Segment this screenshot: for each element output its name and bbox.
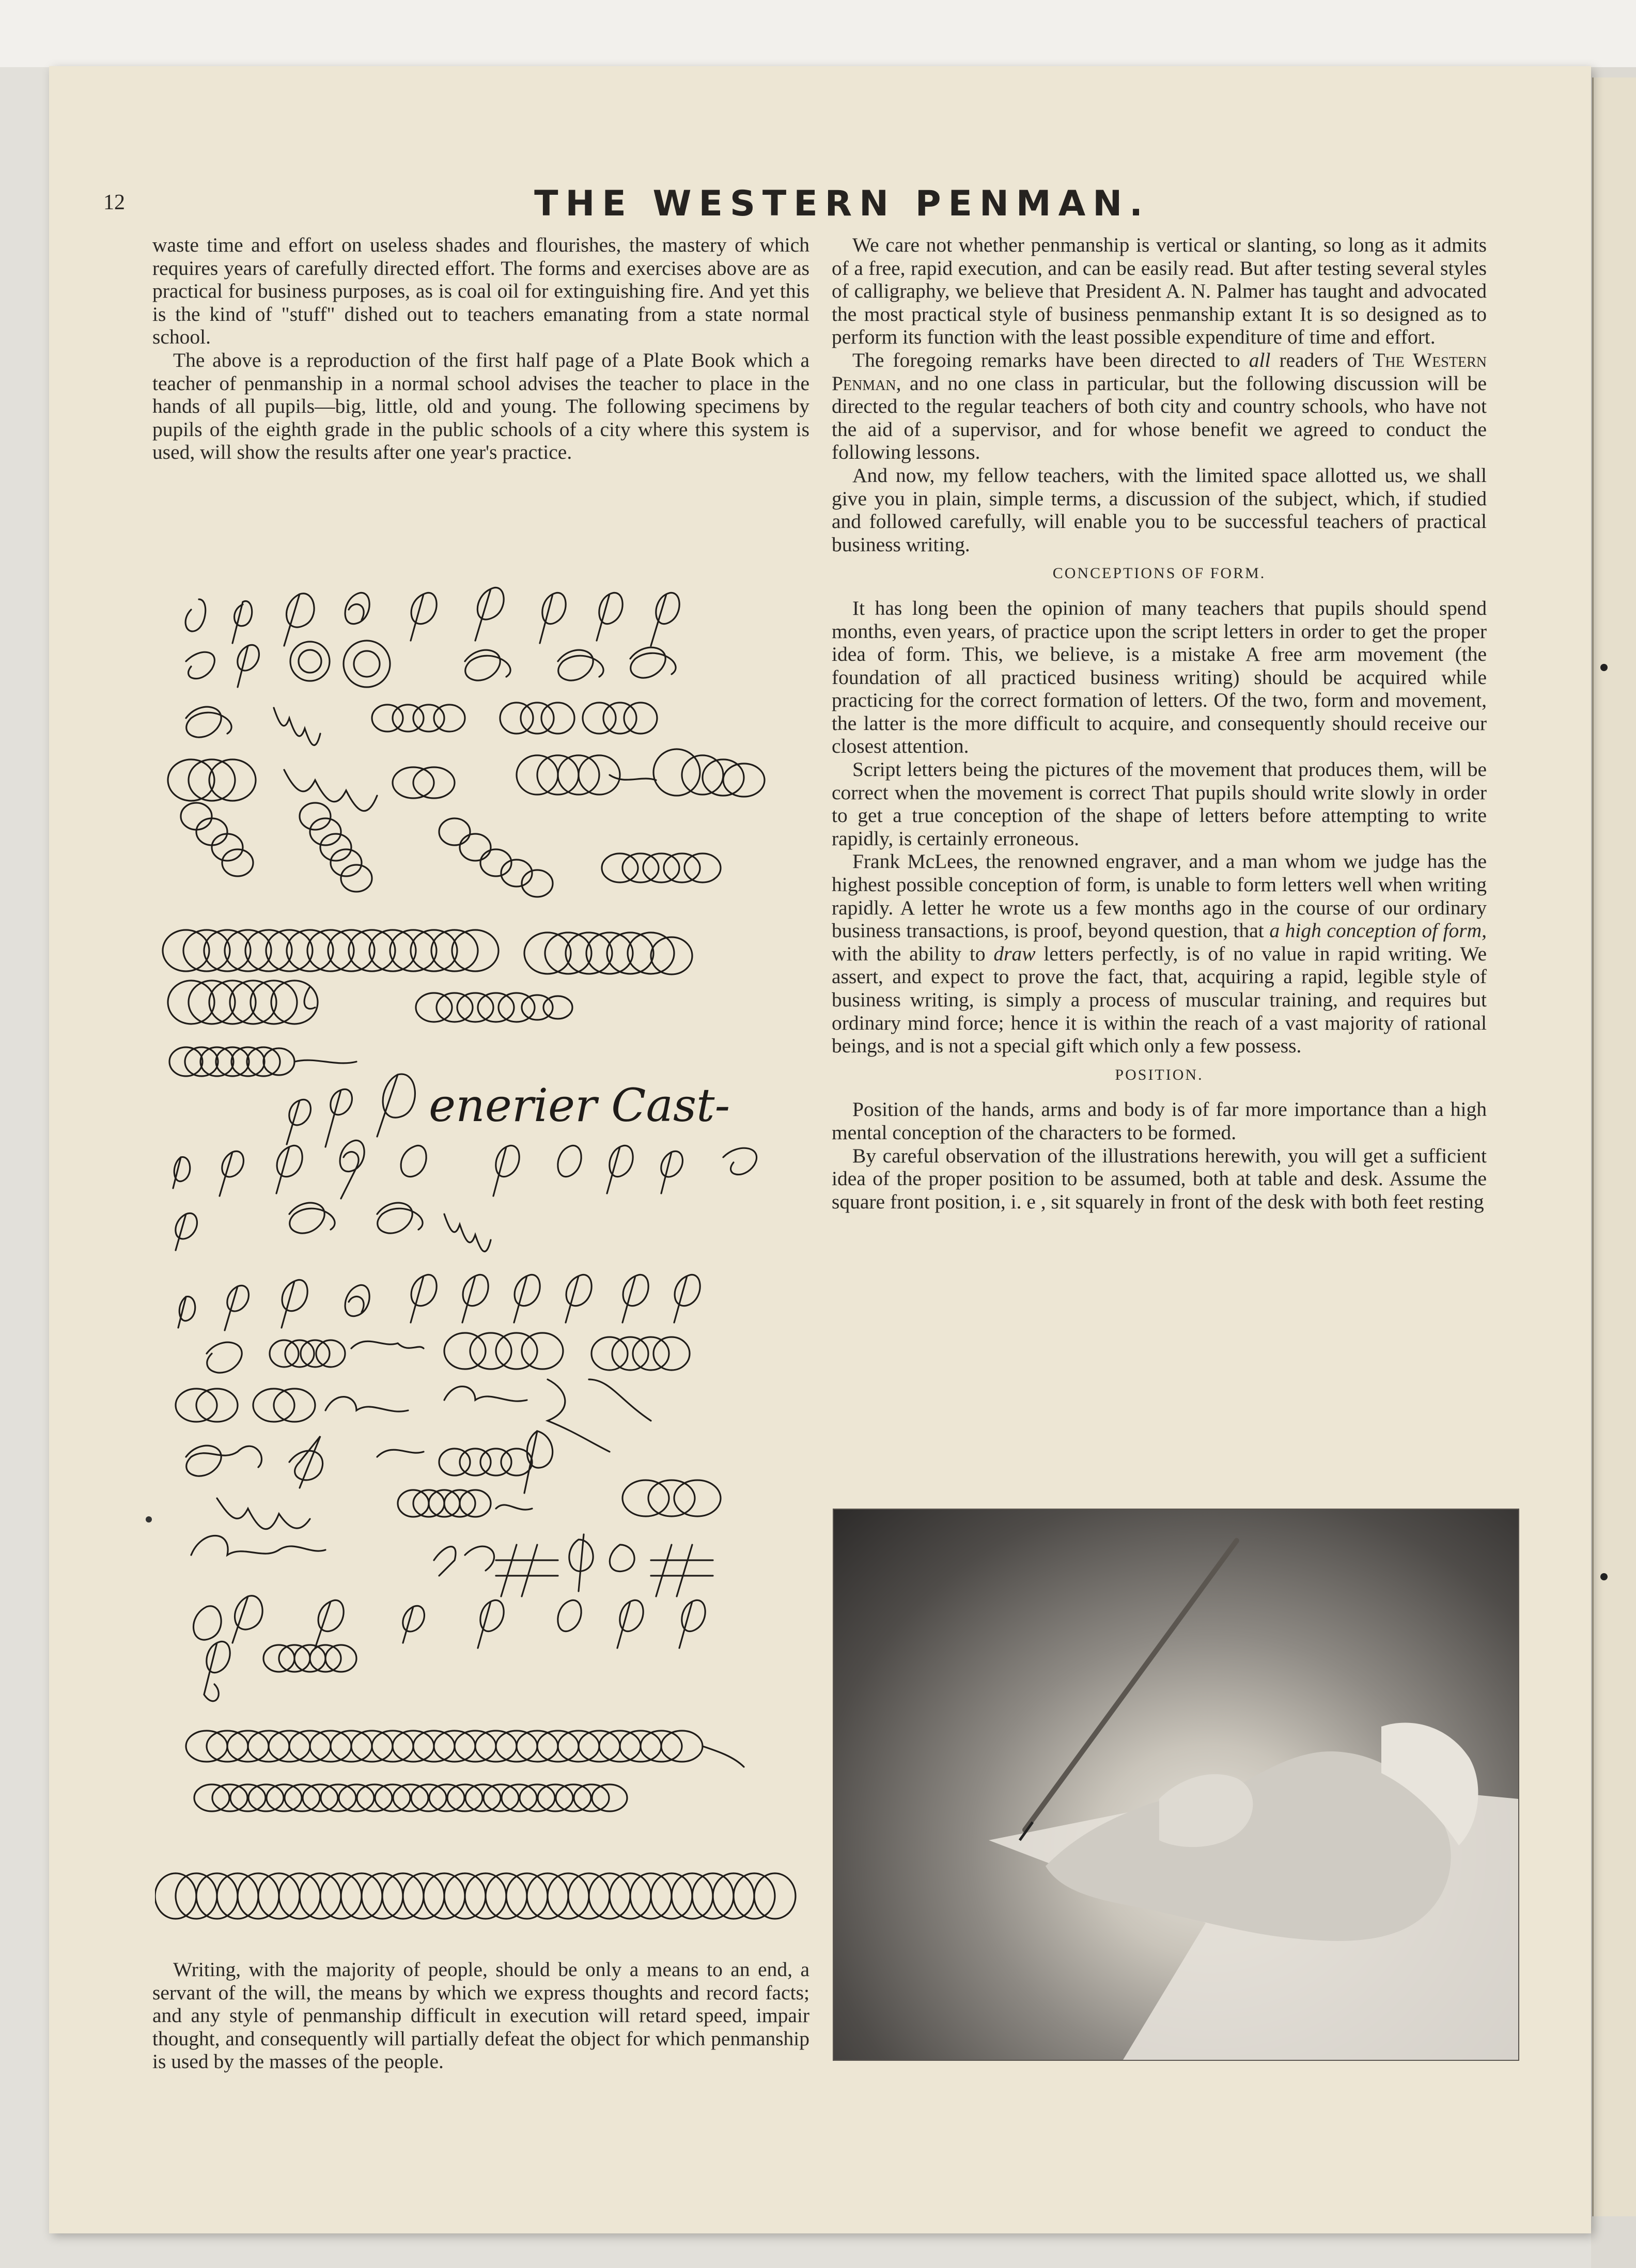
script-stroke — [168, 981, 572, 1024]
magazine-name: The Western Penman, — [832, 348, 1487, 395]
script-stroke — [186, 1731, 744, 1767]
script-stroke — [155, 1873, 796, 1919]
ink-speck — [146, 1516, 152, 1523]
paragraph: Script letters being the pictures of the movement that produces them, will be correct when the movement is correct That pupils should write slowly in order to get a true conception of the shape of letters before attempting to write rapidly, is certainly erroneous. — [832, 758, 1487, 850]
script-stroke — [163, 930, 692, 974]
script-stroke — [372, 705, 465, 732]
script-stroke — [287, 1074, 415, 1147]
text-run: letters perfectly, is of no value in rapid writing. We assert, and expect to prove the fact, that, acquiring a rapid, legible style of business writing, is simply a process of muscular training, and requires but ordinary mind force; hence it is within the reach of a vast majority of rational beings, and is not a special gift which only a few possess. — [832, 942, 1487, 1058]
text-run: with the ability to — [832, 942, 986, 965]
hand-shape — [1046, 1751, 1451, 1941]
script-stroke — [194, 1784, 627, 1811]
section-heading: POSITION. — [1115, 1066, 1204, 1083]
script-stroke — [540, 593, 566, 643]
script-stroke — [178, 1275, 700, 1330]
paragraph: Position of the hands, arms and body is of far more importance than a high mental conception of the characters to be formed. — [832, 1098, 1487, 1144]
script-stroke — [500, 703, 657, 734]
adjacent-page-edge — [1592, 77, 1636, 2216]
handwriting-specimen-image — [155, 573, 816, 1932]
paragraph: The above is a reproduction of the first half page of a Plate Book which a teacher of penmanship in a normal school advises the teacher to place in the hands of all pupils—big, little, old and young. The following specimens by pupils of the eighth grade in the public schools of a city where this system is used, will show the results after one year's practice. — [152, 348, 809, 464]
script-stroke — [232, 601, 252, 643]
paragraph: It has long been the opinion of many teachers that pupils should spend months, even years, of practice upon the script letters in order to get the proper idea of form. This, we believe, is a mistake A free arm movement (the foundation of all practiced business writing) should be acquired while practicing for the correct formation of letters. Of the two, form and movement, the latter is the more difficult to acquire, and consequently should receive our closest attention. — [832, 596, 1487, 758]
paragraph: We care not whether penmanship is vertical or slanting, so long as it admits of a free, rapid execution, and can be easily read. But after testing several styles of calligraphy, we believe that President A. N. Palmer has taught and advocated the most practical style of business penmanship extant It is so designed as to perform its function with the least possible expenditure of time and effort. — [832, 234, 1487, 349]
script-stroke — [238, 645, 259, 687]
script-stroke — [191, 1534, 713, 1596]
script-stroke — [411, 593, 437, 641]
script-stroke — [169, 1047, 356, 1076]
binding-hole — [1600, 664, 1608, 671]
script-stroke — [168, 749, 765, 811]
scan-background-top — [0, 0, 1636, 67]
section-heading: CONCEPTIONS OF FORM. — [1052, 565, 1266, 582]
script-stroke — [299, 650, 321, 673]
script-stroke — [186, 652, 214, 678]
script-stroke — [186, 707, 231, 737]
hand-holding-pen-photo — [833, 1509, 1519, 2061]
script-stroke — [630, 647, 676, 678]
text-run: readers of — [1279, 348, 1364, 371]
paragraph — [832, 349, 1487, 464]
script-stroke — [194, 1596, 706, 1648]
script-stroke — [176, 1203, 491, 1251]
script-stroke — [354, 651, 380, 677]
text-run: and no one class in particular, but the following discussion will be directed to the regular teachers of both city and country schools, who have not the aid of a supervisor, and for whose benefit we agreed to conduct the following lessons. — [832, 371, 1487, 464]
script-stroke — [207, 1333, 690, 1373]
script-stroke — [181, 803, 721, 897]
paragraph: Writing, with the majority of people, should be only a means to an end, a servant of the will, the means by which we express thoughts and record facts; and any style of penmanship difficult in execution will retard speed, impair thought, and consequently will partially defeat the object for which penmanship is used by the masses of the people. — [152, 1958, 809, 2073]
masthead-title: THE WESTERN PENMAN. — [534, 183, 1150, 224]
script-stroke — [185, 599, 206, 631]
script-stroke — [558, 650, 603, 680]
script-stroke — [345, 593, 369, 624]
script-stroke — [344, 641, 390, 687]
script-stroke — [204, 1641, 356, 1701]
text-run: The foregoing remarks have been directed to — [852, 348, 1240, 371]
emphasis: draw — [993, 942, 1036, 965]
script-stroke — [651, 593, 679, 646]
emphasis: all — [1249, 348, 1271, 371]
paragraph: And now, my fellow teachers, with the limited space allotted us, we shall give you in plain, simple terms, a discussion of the subject, which, if studied and followed carefully, will enable you to be successful teachers of practical business writing. — [832, 463, 1487, 556]
script-stroke — [475, 587, 504, 641]
script-stroke — [465, 650, 510, 680]
left-column-top-text — [152, 234, 809, 464]
script-stroke — [274, 708, 320, 745]
script-stroke — [186, 1431, 553, 1493]
left-column-bottom-text — [152, 1958, 809, 2073]
emphasis: a high conception of form, — [1269, 919, 1487, 942]
right-column-text — [832, 234, 1487, 1213]
script-stroke — [290, 642, 330, 681]
inscription-text: enerier Cast- — [429, 1079, 730, 1132]
text-run: Frank McLees, the renowned engraver, and a man whom we judge has the highest possible conception of form, is unable to form letters well when writing rapidly. A letter he wrote us a few months ago in the course of our ordinary business transactions, is proof, beyond question, that — [832, 850, 1487, 942]
script-stroke — [217, 1480, 721, 1529]
script-stroke — [176, 1379, 651, 1452]
script-stroke — [284, 594, 314, 646]
paragraph: By careful observation of the illustrations herewith, you will get a sufficient idea of the proper position to be assumed, both at table and desk. Assume the square front position, i. e , sit squarely in front of the desk with both feet resting — [832, 1144, 1487, 1213]
paragraph — [832, 850, 1487, 1057]
script-stroke — [173, 1140, 757, 1199]
page-number: 12 — [103, 191, 125, 214]
script-stroke — [597, 593, 622, 641]
paragraph: waste time and effort on useless shades and flourishes, the mastery of which requires years of carefully directed effort. The forms and exercises above are as practical for business purposes, as is coal oil for extinguishing fire. And yet this is the kind of "stuff" dished out to teachers emanating from a state normal school. — [152, 234, 809, 349]
binding-hole — [1600, 1573, 1608, 1580]
